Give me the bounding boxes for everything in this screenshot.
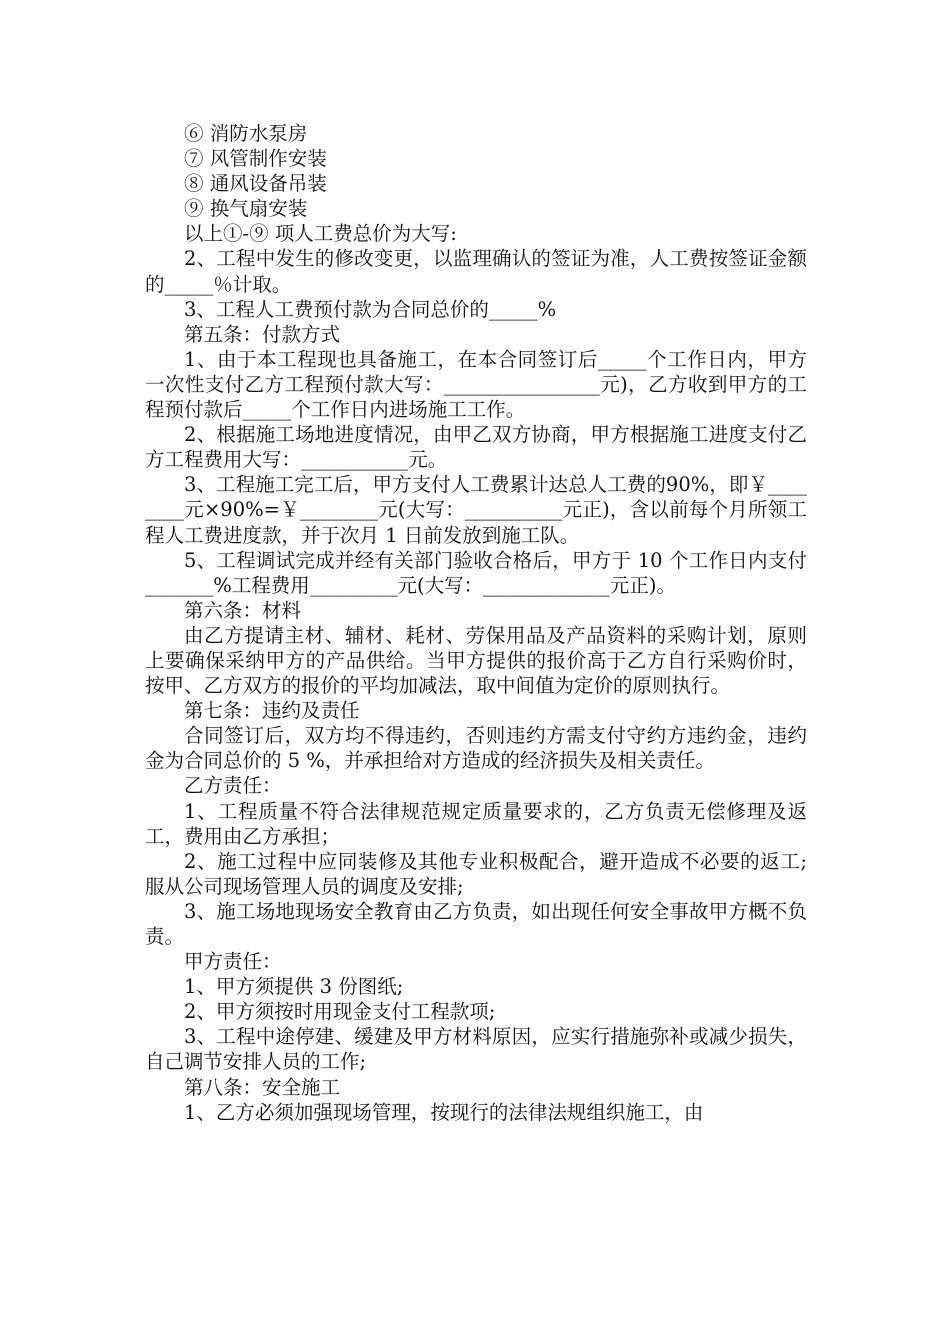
payment-clause-2: 2、根据施工场地进度情况，由甲乙双方协商，甲方根据施工进度支付乙方工程费用大写：___________元。: [145, 423, 807, 472]
labor-total-paragraph: 以上①-⑨ 项人工费总价为大写:: [184, 222, 457, 246]
party-a-item-3: 3、工程中途停建、缓建及甲方材料原因，应实行措施弥补或减少损失，自己调节安排人员的工作;: [145, 1025, 807, 1074]
party-a-item-1: 1、甲方须提供 3 份图纸;: [184, 975, 404, 999]
party-a-heading: 甲方责任：: [184, 950, 282, 974]
payment-clause-3: 3、工程施工完工后，甲方支付人工费累计达总人工费的90%，即￥________元×90%=￥________元(大写：__________元正)，含以前每个月所领工程人工费进度款，并于次月 1 日前发放到施工队。: [145, 473, 807, 547]
party-a-item-2: 2、甲方须按时用现金支付工程款项;: [184, 1000, 496, 1024]
list-item-7: ⑦ 风管制作安装: [184, 147, 327, 171]
payment-clause-5: 5、工程调试完成并经有关部门验收合格后，甲方于 10 个工作日内支付_______%工程费用_________元(大写：_____________元正)。: [145, 548, 807, 597]
list-item-8: ⑧ 通风设备吊装: [184, 172, 327, 196]
prepayment-clause-paragraph: 3、工程人工费预付款为合同总价的_____%: [184, 297, 557, 321]
party-b-item-2: 2、施工过程中应同装修及其他专业积极配合，避开造成不必要的返工;服从公司现场管理人员的调度及安排;: [145, 849, 807, 898]
document-body: [145, 121, 807, 1125]
party-b-item-3: 3、施工场地现场安全教育由乙方负责，如出现任何安全事故甲方概不负责。: [145, 899, 807, 948]
list-item-6: ⑥ 消防水泵房: [184, 122, 308, 145]
safety-item-1: 1、乙方必须加强现场管理，按现行的法律法规组织施工，由: [184, 1100, 704, 1124]
article-6-heading: 第六条：材料: [184, 598, 302, 622]
article-8-heading: 第八条：安全施工: [184, 1075, 341, 1099]
breach-paragraph: 合同签订后，双方均不得违约，否则违约方需支付守约方违约金，违约金为合同总价的 5 %，并承担给对方造成的经济损失及相关责任。: [145, 724, 807, 773]
party-b-heading: 乙方责任：: [184, 774, 282, 798]
article-7-heading: 第七条：违约及责任: [184, 699, 360, 723]
change-clause-paragraph: 2、工程中发生的修改变更，以监理确认的签证为准，人工费按签证金额的_____％计取。: [145, 247, 807, 296]
list-item-9: ⑨ 换气扇安装: [184, 197, 308, 221]
payment-clause-1: 1、由于本工程现也具备施工，在本合同签订后_____个工作日内，甲方一次性支付乙方工程预付款大写：________________元)，乙方收到甲方的工程预付款后_____个工作日内进场施工工作。: [145, 347, 807, 422]
materials-paragraph: 由乙方提请主材、辅材、耗材、劳保用品及产品资料的采购计划，原则上要确保采纳甲方的产品供给。当甲方提供的报价高于乙方自行采购价时，按甲、乙方双方的报价的平均加减法，取中间值为定价的原则执行。: [145, 623, 807, 698]
article-5-heading: 第五条：付款方式: [184, 322, 341, 346]
party-b-item-1: 1、工程质量不符合法律规范规定质量要求的，乙方负责无偿修理及返工，费用由乙方承担；: [145, 799, 807, 848]
